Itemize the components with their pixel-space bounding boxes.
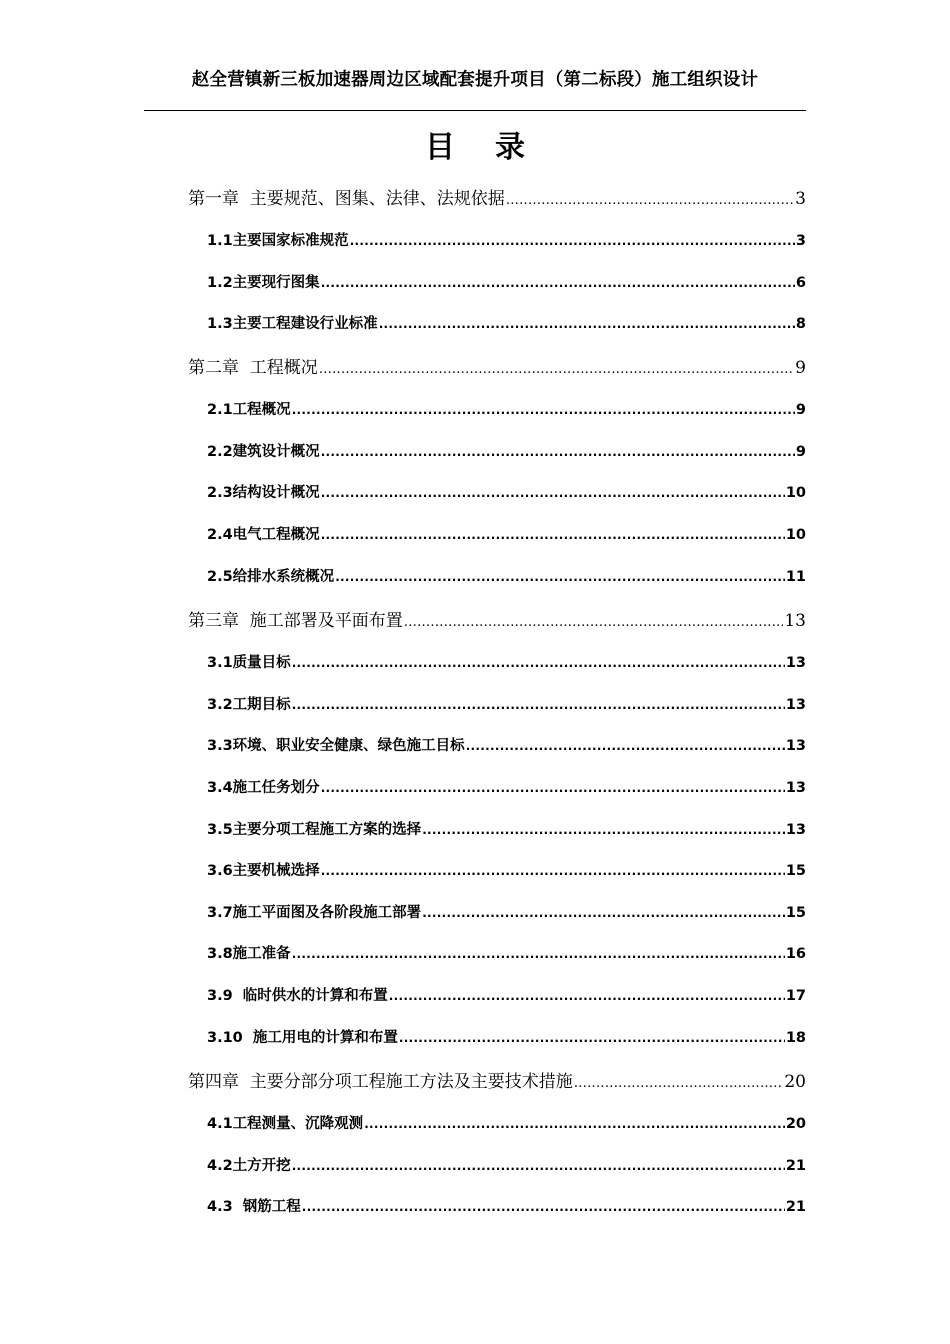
toc-entry-section-2-5[interactable] — [207, 565, 806, 589]
toc-entry-label: 3.8施工准备 — [207, 946, 291, 962]
toc-leader-dots — [292, 402, 795, 418]
toc-entry-section-3-10[interactable] — [207, 1026, 806, 1050]
toc-entry-section-3-2[interactable] — [207, 693, 806, 717]
toc-leader-dots — [466, 738, 785, 754]
toc-entry-label: 3.1质量目标 — [207, 655, 291, 671]
toc-leader-dots — [321, 863, 785, 879]
page-header-title: 赵全营镇新三板加速器周边区域配套提升项目（第二标段）施工组织设计 — [191, 70, 759, 90]
toc-entry-page: 21 — [785, 1158, 806, 1174]
toc-entry-section-2-3[interactable] — [207, 481, 806, 505]
toc-leader-dots — [292, 946, 785, 962]
toc-entry-label: 3.5主要分项工程施工方案的选择 — [207, 822, 422, 838]
toc-leader-dots — [389, 988, 785, 1004]
toc-entry-label: 1.3主要工程建设行业标准 — [207, 316, 378, 332]
toc-entry-label: 2.1工程概况 — [207, 402, 291, 418]
toc-leader-dots — [321, 485, 785, 501]
toc-entry-chapter-4[interactable] — [188, 1067, 806, 1091]
toc-entry-section-3-5[interactable] — [207, 818, 806, 842]
toc-entry-page: 13 — [785, 822, 806, 838]
toc-entry-label: 2.3结构设计概况 — [207, 485, 320, 501]
toc-entry-label: 3.10 施工用电的计算和布置 — [207, 1030, 398, 1046]
toc-leader-dots — [321, 275, 795, 291]
toc-entry-label: 1.1主要国家标准规范 — [207, 233, 349, 249]
toc-entry-label: 2.2建筑设计概况 — [207, 444, 320, 460]
toc-entry-label: 2.5给排水系统概况 — [207, 569, 335, 585]
toc-entry-label: 2.4电气工程概况 — [207, 527, 320, 543]
toc-leader-dots — [364, 1116, 785, 1132]
toc-leader-dots — [399, 1030, 785, 1046]
toc-entry-label: 3.4施工任务划分 — [207, 780, 320, 796]
toc-title-char-2: 录 — [495, 130, 525, 165]
toc-entry-section-2-4[interactable] — [207, 523, 806, 547]
toc-entry-page: 15 — [785, 905, 806, 921]
toc-entry-page: 13 — [785, 738, 806, 754]
toc-entry-label: 第四章 主要分部分项工程施工方法及主要技术措施 — [188, 1072, 573, 1092]
toc-entry-page: 9 — [795, 358, 806, 378]
toc-entry-section-2-1[interactable] — [207, 398, 806, 422]
toc-leader-dots — [574, 1072, 784, 1092]
toc-entry-section-3-7[interactable] — [207, 901, 806, 925]
toc-entry-section-4-2[interactable] — [207, 1154, 806, 1178]
toc-entry-label: 3.7施工平面图及各阶段施工部署 — [207, 905, 422, 921]
toc-leader-dots — [321, 444, 795, 460]
toc-entry-chapter-2[interactable] — [188, 353, 806, 377]
toc-entry-page: 13 — [784, 611, 806, 631]
toc-entry-page: 13 — [785, 780, 806, 796]
toc-entry-label: 1.2主要现行图集 — [207, 275, 320, 291]
toc-entry-page: 6 — [795, 275, 806, 291]
toc-entry-page: 15 — [785, 863, 806, 879]
toc-leader-dots — [335, 569, 785, 585]
toc-entry-page: 13 — [785, 655, 806, 671]
toc-entry-section-3-3[interactable] — [207, 734, 806, 758]
toc-entry-section-3-8[interactable] — [207, 942, 806, 966]
toc-leader-dots — [404, 611, 784, 631]
toc-entry-label: 3.3环境、职业安全健康、绿色施工目标 — [207, 738, 465, 754]
toc-entry-page: 16 — [785, 946, 806, 962]
toc-entry-label: 第二章 工程概况 — [188, 358, 318, 378]
toc-entry-label: 3.9 临时供水的计算和布置 — [207, 988, 388, 1004]
header-divider — [144, 110, 806, 111]
toc-leader-dots — [302, 1199, 785, 1215]
toc-entry-section-1-2[interactable] — [207, 271, 806, 295]
toc-title — [0, 122, 950, 166]
toc-entry-section-3-9[interactable] — [207, 984, 806, 1008]
toc-entry-page: 9 — [795, 402, 806, 418]
toc-entry-page: 11 — [785, 569, 806, 585]
toc-entry-section-4-3[interactable] — [207, 1195, 806, 1219]
toc-entry-section-3-4[interactable] — [207, 776, 806, 800]
toc-leader-dots — [422, 905, 785, 921]
toc-entry-label: 3.2工期目标 — [207, 697, 291, 713]
toc-entry-page: 18 — [785, 1030, 806, 1046]
toc-title-char-1: 目 — [425, 130, 455, 165]
toc-entry-section-1-3[interactable] — [207, 312, 806, 336]
toc-entry-page: 17 — [785, 988, 806, 1004]
toc-entry-page: 8 — [795, 316, 806, 332]
toc-entry-label: 4.2土方开挖 — [207, 1158, 291, 1174]
toc-entry-section-3-1[interactable] — [207, 651, 806, 675]
toc-entry-chapter-3[interactable] — [188, 606, 806, 630]
toc-entry-label: 第一章 主要规范、图集、法律、法规依据 — [188, 189, 505, 209]
toc-entry-section-2-2[interactable] — [207, 440, 806, 464]
toc-entry-section-3-6[interactable] — [207, 859, 806, 883]
toc-entry-page: 9 — [795, 444, 806, 460]
toc-entry-page: 21 — [785, 1199, 806, 1215]
toc-leader-dots — [319, 358, 794, 378]
toc-entry-page: 13 — [785, 697, 806, 713]
toc-leader-dots — [321, 527, 785, 543]
toc-entry-page: 10 — [785, 485, 806, 501]
toc-entry-chapter-1[interactable] — [188, 184, 806, 208]
toc-leader-dots — [292, 697, 785, 713]
toc-entry-page: 10 — [785, 527, 806, 543]
toc-entry-page: 20 — [784, 1072, 806, 1092]
toc-leader-dots — [292, 1158, 785, 1174]
toc-entry-page: 3 — [795, 233, 806, 249]
toc-leader-dots — [350, 233, 795, 249]
toc-entry-page: 20 — [785, 1116, 806, 1132]
toc-leader-dots — [506, 189, 794, 209]
toc-leader-dots — [321, 780, 785, 796]
toc-entry-label: 4.3 钢筋工程 — [207, 1199, 301, 1215]
toc-entry-section-1-1[interactable] — [207, 229, 806, 253]
toc-leader-dots — [379, 316, 795, 332]
toc-leader-dots — [422, 822, 785, 838]
toc-entry-section-4-1[interactable] — [207, 1112, 806, 1136]
toc-entry-label: 3.6主要机械选择 — [207, 863, 320, 879]
toc-entry-label: 4.1工程测量、沉降观测 — [207, 1116, 364, 1132]
toc-entry-label: 第三章 施工部署及平面布置 — [188, 611, 403, 631]
toc-entry-page: 3 — [795, 189, 806, 209]
toc-leader-dots — [292, 655, 785, 671]
